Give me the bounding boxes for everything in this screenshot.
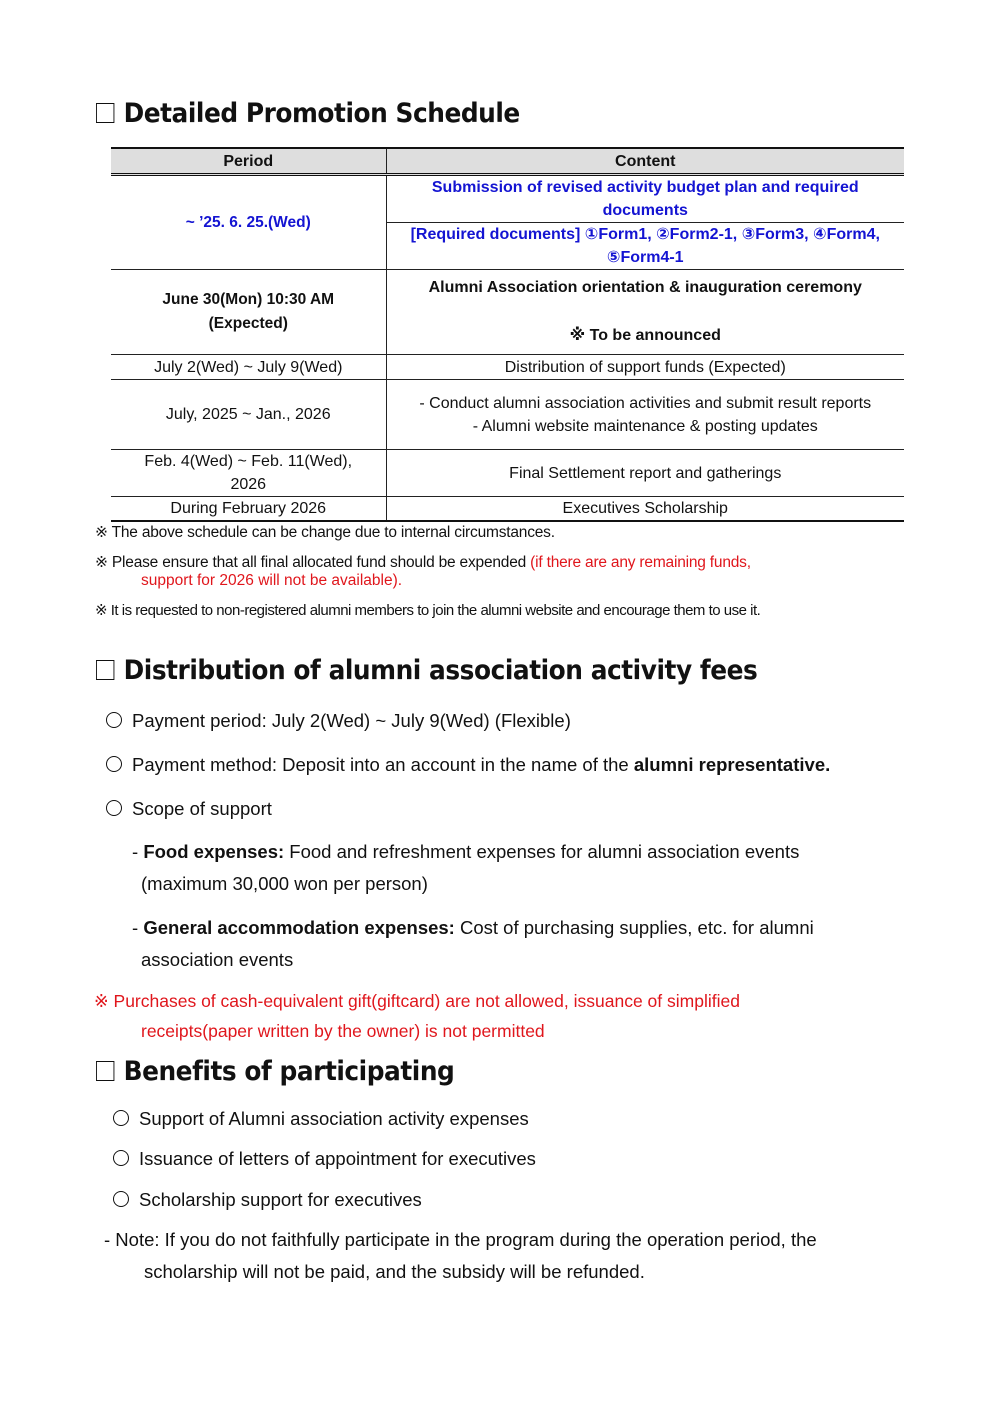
benefit-item: Scholarship support for executives (113, 1189, 422, 1211)
benefit-note-cont: scholarship will not be paid, and the subsidy will be refunded. (144, 1261, 645, 1282)
table-row (111, 497, 904, 522)
section-heading-benefits: Benefits of participating (96, 1056, 454, 1087)
period-cell: June 30(Mon) 10:30 AM (Expected) (111, 270, 386, 355)
content-cell: Executives Scholarship (386, 497, 904, 522)
period-cell: July 2(Wed) ~ July 9(Wed) (111, 355, 386, 380)
circle-bullet-icon (113, 1110, 129, 1126)
payment-period: Payment period: July 2(Wed) ~ July 9(Wed) (Flexible) (106, 710, 571, 732)
period-cell: Feb. 4(Wed) ~ Feb. 11(Wed), 2026 (111, 450, 386, 497)
table-row (111, 450, 904, 497)
checkbox-square-icon (96, 660, 114, 680)
content-cell: Final Settlement report and gatherings (386, 450, 904, 497)
content-cell: - Conduct alumni association activities and submit result reports - Alumni website maintenance & posting updates (386, 380, 904, 450)
schedule-table (111, 147, 904, 522)
schedule-note: ※ The above schedule can be change due to internal circumstances. (95, 524, 555, 541)
checkbox-square-icon (96, 103, 114, 123)
circle-bullet-icon (106, 800, 122, 816)
header-content: Content (386, 148, 904, 175)
section-heading-distribution: Distribution of alumni association activity fees (96, 655, 757, 686)
fund-note: ※ Please ensure that all final allocated fund should be expended (if there are any remaining funds, (95, 554, 751, 571)
circle-bullet-icon (106, 756, 122, 772)
benefit-item: Issuance of letters of appointment for executives (113, 1148, 536, 1170)
fund-note-cont: support for 2026 will not be available). (141, 572, 403, 589)
scope-of-support: Scope of support (106, 798, 272, 820)
content-cell: [Required documents] ①Form1, ②Form2-1, ③Form3, ④Form4, ⑤Form4-1 (386, 223, 904, 270)
gift-warning: ※ Purchases of cash-equivalent gift(giftcard) are not allowed, issuance of simplified (94, 991, 740, 1011)
benefit-item: Support of Alumni association activity expenses (113, 1108, 529, 1130)
gift-warning-cont: receipts(paper written by the owner) is not permitted (141, 1021, 545, 1041)
website-note: ※ It is requested to non-registered alumni members to join the alumni website and encourage them to use it. (95, 602, 761, 619)
food-expenses-cont: (maximum 30,000 won per person) (141, 873, 428, 894)
table-row (111, 175, 904, 223)
circle-bullet-icon (106, 712, 122, 728)
circle-bullet-icon (113, 1191, 129, 1207)
checkbox-square-icon (96, 1061, 114, 1081)
accommodation-expenses-cont: association events (141, 949, 294, 970)
food-expenses: - Food expenses: Food and refreshment expenses for alumni association events (132, 841, 800, 862)
table-row (111, 380, 904, 450)
header-period: Period (111, 148, 386, 175)
content-cell: Distribution of support funds (Expected) (386, 355, 904, 380)
section-heading-schedule: Detailed Promotion Schedule (96, 98, 520, 129)
period-cell: July, 2025 ~ Jan., 2026 (111, 380, 386, 450)
content-cell: Submission of revised activity budget plan and required documents (386, 175, 904, 223)
benefit-note: - Note: If you do not faithfully participate in the program during the operation period, the (104, 1229, 817, 1250)
payment-method: Payment method: Deposit into an account in the name of the alumni representative. (106, 754, 830, 776)
table-row (111, 270, 904, 355)
circle-bullet-icon (113, 1150, 129, 1166)
period-cell: ~ ’25. 6. 25.(Wed) (111, 175, 386, 270)
table-row (111, 355, 904, 380)
period-cell: During February 2026 (111, 497, 386, 522)
table-header-row (111, 148, 904, 175)
accommodation-expenses: - General accommodation expenses: Cost of purchasing supplies, etc. for alumni (132, 917, 814, 938)
content-cell: Alumni Association orientation & inauguration ceremony ※ To be announced (386, 270, 904, 355)
